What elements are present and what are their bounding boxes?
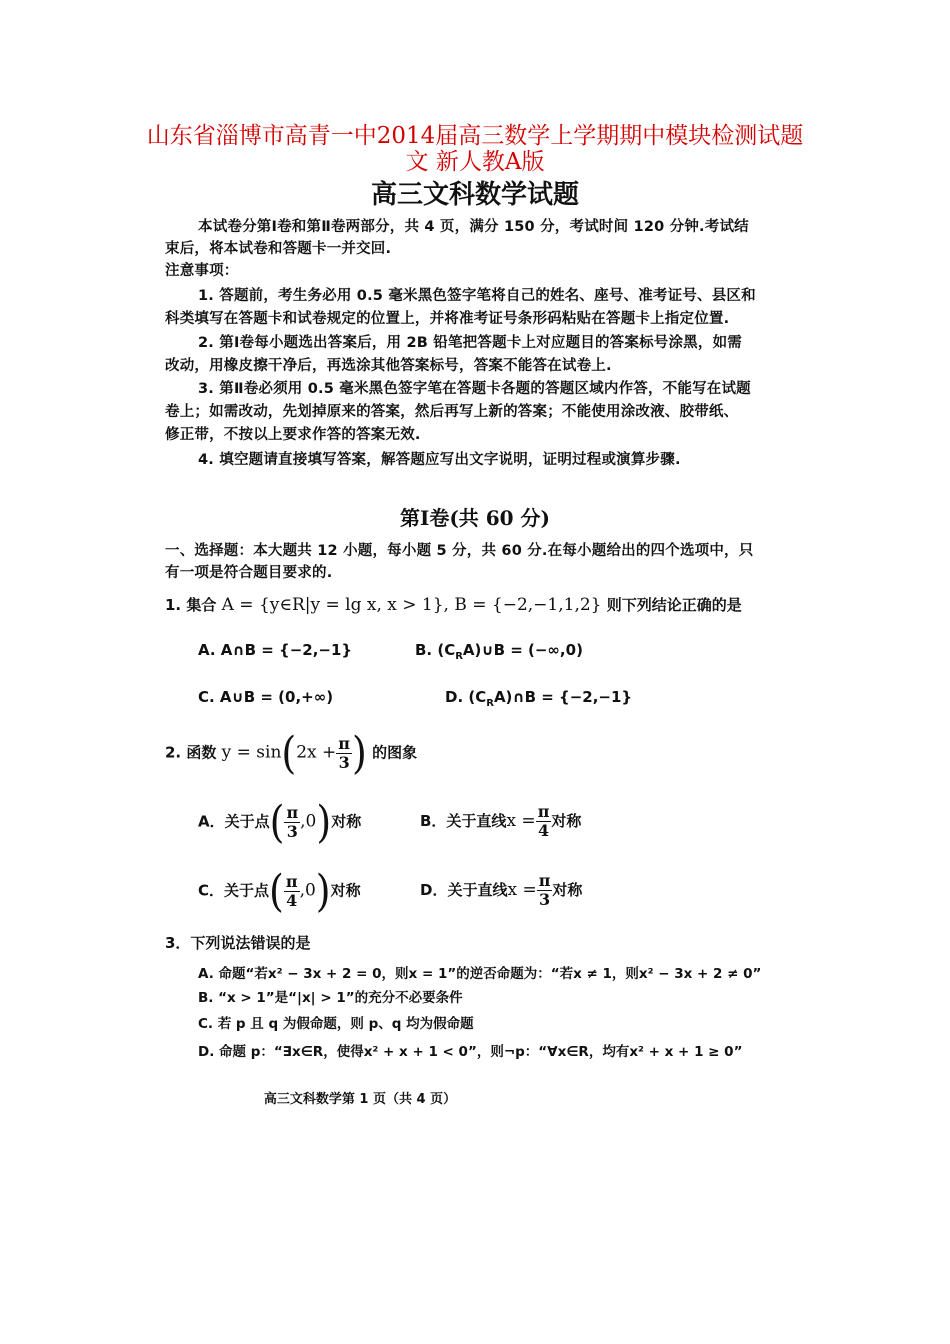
section-1-instruction-1: 一、选择题：本大题共 12 小题，每小题 5 分，共 60 分.在每小题给出的四个选项中，只	[165, 543, 754, 559]
question-3-stem: 3．下列说法错误的是	[165, 934, 311, 952]
fraction-numerator: π	[537, 802, 550, 821]
left-paren: (	[269, 865, 284, 917]
note-3b: 卷上；如需改动，先划掉原来的答案，然后再写上新的答案；不能使用涂改液、胶带纸、	[165, 404, 739, 420]
q2-b-fraction	[536, 803, 552, 840]
question-2-fraction	[336, 735, 352, 772]
q1-b-sub: R	[455, 651, 463, 662]
q2-d-x: x =	[507, 880, 537, 900]
fraction-numerator: π	[286, 802, 299, 822]
q1-d-head: D. (C	[445, 688, 487, 706]
question-2-option-c	[198, 865, 361, 917]
question-2-number: 2.	[165, 743, 182, 762]
question-3-option-b: B. “x > 1”是“|x| > 1”的充分不必要条件	[198, 990, 463, 1006]
fraction-denominator: 4	[537, 821, 550, 840]
note-1b: 科类填写在答题卡和试卷规定的位置上，并将准考证号条形码粘贴在答题卡上指定位置.	[165, 311, 730, 327]
fraction-denominator: 3	[338, 752, 350, 772]
fraction-numerator: π	[338, 733, 350, 753]
question-1-pre: 集合	[186, 596, 217, 614]
question-2-option-d	[420, 872, 582, 909]
question-1-set: A = {y∈R|y = lg x, x > 1}, B = {−2,−1,1,2}	[221, 595, 602, 615]
question-1-post: 则下列结论正确的是	[606, 596, 742, 614]
question-2-option-b	[420, 803, 581, 840]
q1-d-rest: A)∩B = {−2,−1}	[493, 688, 633, 706]
notes-heading: 注意事项：	[165, 263, 239, 279]
q2-d-post: 对称	[552, 881, 583, 899]
question-3-option-c: C. 若 p 且 q 为假命题，则 p、q 均为假命题	[198, 1016, 474, 1032]
right-paren: )	[352, 727, 367, 779]
q2-c-tail: ,0	[299, 880, 316, 901]
intro-line-2: 束后，将本试卷和答题卡一并交回.	[165, 241, 392, 257]
q2-b-pre: B．关于直线	[420, 812, 507, 830]
intro-line-1: 本试卷分第Ⅰ卷和第Ⅱ卷两部分，共 4 页，满分 150 分，考试时间 120 分钟.考试结	[198, 219, 749, 235]
q1-b-rest: A)∪B = (−∞,0)	[462, 641, 583, 659]
q2-a-tail: ,0	[300, 811, 317, 832]
q2-a-pre: A．关于点	[198, 812, 270, 831]
page-footer: 高三文科数学第 1 页（共 4 页）	[263, 1092, 457, 1107]
note-1a: 1. 答题前，考生务必用 0.5 毫米黑色签字笔将自己的姓名、座号、准考证号、县区和	[198, 288, 756, 304]
fraction-denominator: 3	[286, 821, 298, 841]
question-2-pre: 函数	[186, 743, 217, 762]
question-1-option-d	[445, 688, 632, 709]
fraction-numerator: π	[538, 871, 551, 890]
q1-d-sub: R	[486, 698, 494, 709]
q1-b-head: B. (C	[415, 641, 456, 659]
document-source-subtitle: 文 新人教A版	[405, 149, 545, 175]
note-3a: 3. 第Ⅱ卷必须用 0.5 毫米黑色签字笔在答题卡各题的答题区域内作答，不能写在试题	[198, 381, 751, 397]
q2-c-fraction	[284, 873, 300, 910]
question-1-option-c: C. A∪B = (0,+∞)	[198, 688, 334, 706]
question-2-func: y = sin	[221, 742, 282, 763]
question-1-option-a: A. A∩B = {−2,−1}	[198, 641, 353, 659]
exam-title: 高三文科数学试题	[370, 180, 579, 210]
q2-c-post: 对称	[330, 881, 361, 900]
note-2a: 2. 第Ⅰ卷每小题选出答案后，用 2B 铅笔把答题卡上对应题目的答案标号涂黑，如需	[198, 335, 742, 351]
right-paren: )	[316, 796, 332, 848]
q2-c-pre: C．关于点	[198, 881, 270, 900]
fraction-denominator: 3	[538, 890, 551, 909]
section-1-instruction-2: 有一项是符合题目要求的.	[165, 565, 333, 581]
question-1-stem	[165, 594, 742, 616]
note-4: 4. 填空题请直接填写答案，解答题应写出文字说明，证明过程或演算步骤.	[198, 452, 681, 468]
q2-b-x: x =	[506, 811, 536, 831]
q2-a-fraction	[284, 804, 300, 841]
note-3c: 修正带，不按以上要求作答的答案无效.	[165, 427, 421, 443]
question-3-option-d: D. 命题 p：“∃x∈R，使得x² + x + 1 < 0”，则¬p：“∀x∈R，均有x² + x + 1 ≥ 0”	[198, 1044, 743, 1060]
question-3-option-a: A. 命题“若x² − 3x + 2 = 0，则x = 1”的逆否命题为：“若x ≠ 1，则x² − 3x + 2 ≠ 0”	[198, 966, 762, 982]
fraction-numerator: π	[285, 871, 298, 891]
question-2-inner: 2x +	[296, 742, 337, 763]
q2-a-post: 对称	[331, 812, 362, 831]
document-source-title: 山东省淄博市高青一中2014届高三数学上学期期中模块检测试题	[146, 123, 804, 149]
left-paren: (	[269, 796, 285, 848]
question-1-option-b	[415, 641, 583, 662]
fraction-denominator: 4	[286, 890, 298, 910]
q2-d-pre: D．关于直线	[420, 881, 508, 899]
section-1-title: 第Ⅰ卷(共 60 分)	[399, 506, 551, 530]
question-2-option-a	[198, 796, 362, 848]
q2-d-fraction	[537, 872, 553, 909]
note-2b: 改动，用橡皮擦干净后，再选涂其他答案标号，答案不能答在试卷上.	[165, 358, 612, 374]
question-2-stem	[165, 727, 418, 779]
q2-b-post: 对称	[551, 812, 582, 830]
left-paren: (	[281, 727, 297, 779]
question-1-number: 1.	[165, 596, 182, 614]
right-paren: )	[315, 865, 331, 917]
question-2-post: 的图象	[372, 743, 418, 762]
